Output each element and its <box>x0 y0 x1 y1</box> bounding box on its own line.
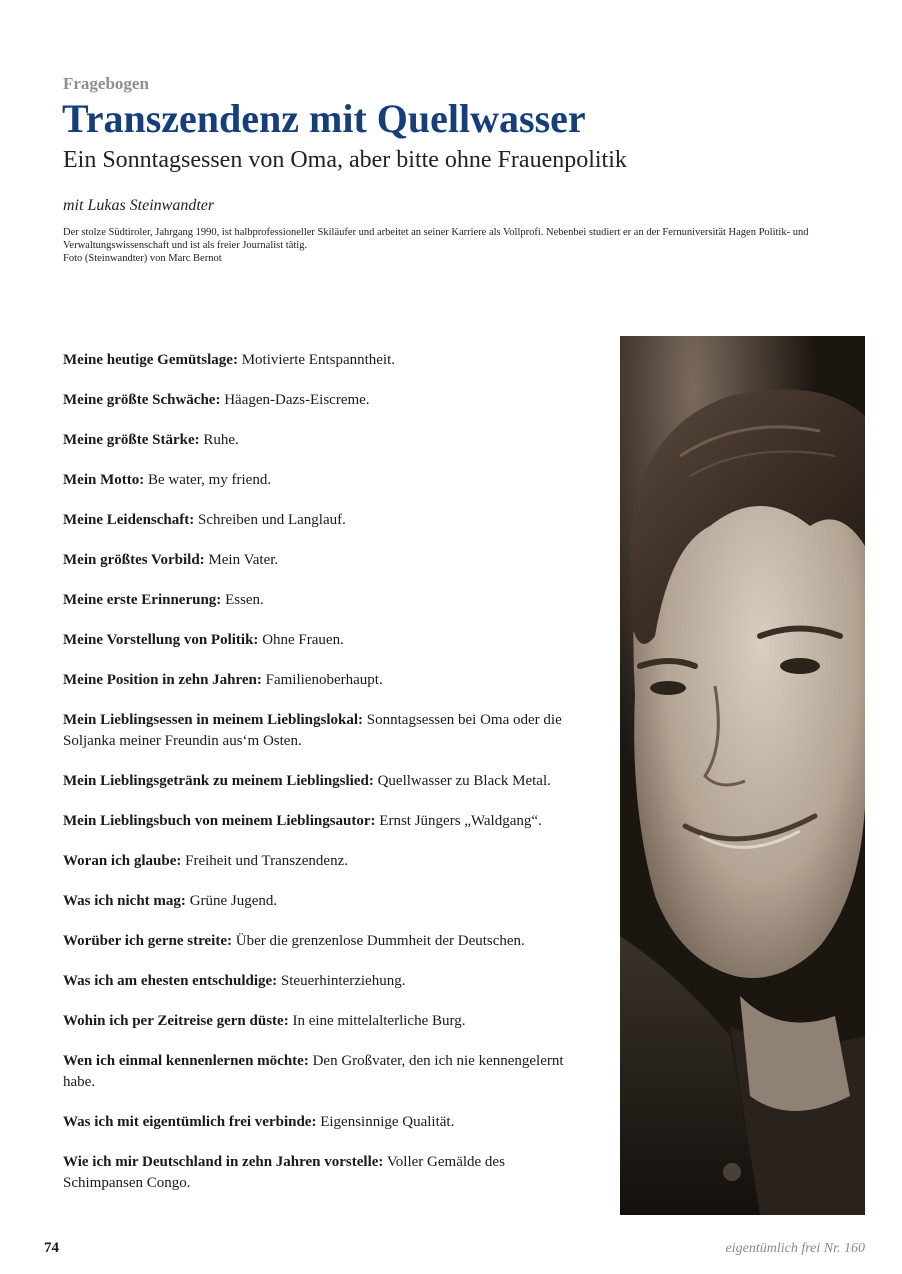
qa-answer: Eigensinnige Qualität. <box>320 1114 455 1130</box>
qa-answer: Familienoberhaupt. <box>265 672 383 688</box>
qa-item <box>63 630 583 651</box>
section-kicker: Fragebogen <box>63 74 149 93</box>
questionnaire <box>63 331 583 1194</box>
qa-item <box>63 931 583 952</box>
qa-question: Mein größtes Vorbild: <box>63 552 205 568</box>
qa-question: Meine Leidenschaft: <box>63 512 195 528</box>
qa-answer: Essen. <box>225 592 264 608</box>
qa-item <box>63 590 583 611</box>
page-number: 74 <box>44 1240 59 1256</box>
qa-item <box>63 851 583 872</box>
qa-answer: Voller Gemälde des Schimpansen Congo. <box>63 1154 505 1191</box>
qa-item <box>63 550 583 571</box>
qa-item <box>63 1152 583 1194</box>
qa-answer: Steuerhinterziehung. <box>280 973 406 989</box>
qa-answer: In eine mittelalterliche Burg. <box>292 1013 466 1029</box>
qa-question: Mein Lieblingsessen in meinem Lieblingslokal: <box>63 712 364 728</box>
qa-item <box>63 430 583 451</box>
bio-block <box>63 226 865 265</box>
qa-question: Wen ich einmal kennenlernen möchte: <box>63 1053 309 1069</box>
qa-item <box>63 891 583 912</box>
portrait-photo <box>620 336 865 1215</box>
qa-answer: Den Großvater, den ich nie kennengelernt habe. <box>63 1053 564 1090</box>
qa-question: Meine erste Erinnerung: <box>63 592 222 608</box>
qa-question: Mein Lieblingsbuch von meinem Lieblingsautor: <box>63 813 376 829</box>
qa-item <box>63 771 583 792</box>
qa-answer: Freiheit und Transzendenz. <box>185 853 348 869</box>
article-title: Transzendenz mit Quellwasser <box>62 96 586 141</box>
qa-answer: Be water, my friend. <box>147 472 272 488</box>
qa-question: Worüber ich gerne streite: <box>63 933 232 949</box>
qa-answer: Über die grenzenlose Dummheit der Deutschen. <box>235 933 525 949</box>
qa-item <box>63 1011 583 1032</box>
qa-answer: Ernst Jüngers „Waldgang“. <box>379 813 542 829</box>
qa-item <box>63 1051 583 1093</box>
qa-item <box>63 470 583 491</box>
qa-item <box>63 510 583 531</box>
qa-item <box>63 710 583 752</box>
qa-question: Meine größte Schwäche: <box>63 392 221 408</box>
bio-text: Der stolze Südtiroler, Jahrgang 1990, ist halbprofessioneller Skiläufer und arbeitet an seiner Karriere als Vollprofi. Nebenbei studiert er an der Fernuniversität Hagen Politik- und Verwaltungswissenschaft und ist als freier Journalist tätig. <box>63 227 809 251</box>
photo-credit: Foto (Steinwandter) von Marc Bernot <box>63 253 222 264</box>
qa-item <box>63 670 583 691</box>
qa-answer: Motivierte Entspanntheit. <box>241 352 396 368</box>
qa-answer: Ohne Frauen. <box>262 632 344 648</box>
qa-item <box>63 390 583 411</box>
article-subtitle: Ein Sonntagsessen von Oma, aber bitte ohne Frauenpolitik <box>63 147 627 173</box>
qa-question: Was ich mit eigentümlich frei verbinde: <box>63 1114 317 1130</box>
qa-question: Meine Position in zehn Jahren: <box>63 672 262 688</box>
qa-question: Meine Vorstellung von Politik: <box>63 632 259 648</box>
qa-item <box>63 811 583 832</box>
qa-question: Mein Lieblingsgetränk zu meinem Lieblingslied: <box>63 773 374 789</box>
qa-question: Was ich nicht mag: <box>63 893 186 909</box>
qa-question: Wie ich mir Deutschland in zehn Jahren vorstelle: <box>63 1154 384 1170</box>
qa-answer: Ruhe. <box>203 432 239 448</box>
qa-item <box>63 1112 583 1133</box>
qa-answer: Mein Vater. <box>208 552 279 568</box>
qa-answer: Quellwasser zu Black Metal. <box>377 773 551 789</box>
qa-question: Mein Motto: <box>63 472 145 488</box>
qa-answer: Häagen-Dazs-Eiscreme. <box>224 392 370 408</box>
qa-question: Meine heutige Gemütslage: <box>63 352 238 368</box>
qa-question: Meine größte Stärke: <box>63 432 200 448</box>
qa-answer: Sonntagsessen bei Oma oder die Soljanka meiner Freundin aus‘m Osten. <box>63 712 562 749</box>
qa-item <box>63 350 583 371</box>
byline: mit Lukas Steinwandter <box>63 197 215 214</box>
qa-answer: Grüne Jugend. <box>189 893 278 909</box>
qa-question: Was ich am ehesten entschuldige: <box>63 973 278 989</box>
qa-question: Woran ich glaube: <box>63 853 182 869</box>
qa-item <box>63 971 583 992</box>
qa-question: Wohin ich per Zeitreise gern düste: <box>63 1013 289 1029</box>
magazine-issue: eigentümlich frei Nr. 160 <box>725 1241 865 1256</box>
qa-answer: Schreiben und Langlauf. <box>197 512 346 528</box>
